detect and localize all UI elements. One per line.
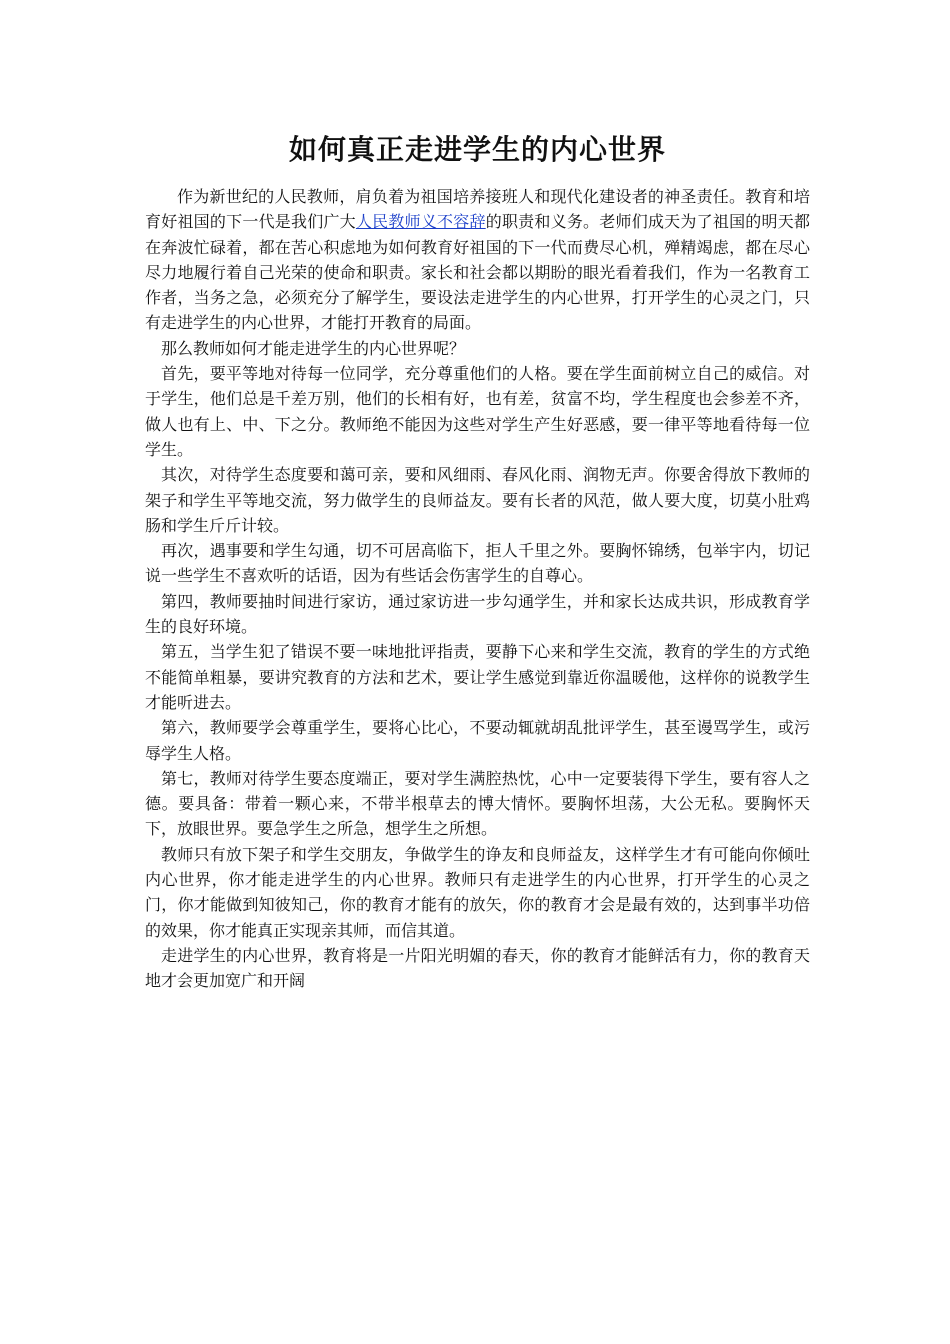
intro-text-before-link: 作为新世纪的人民教师，肩负着为祖国培养接班人和现代化建设者的神圣责任。教育和培育好祖国的下一代是我们广大 [145, 187, 810, 232]
paragraph-second-point: 其次，对待学生态度要和蔼可亲，要和风细雨、春风化雨、润物无声。你要舍得放下教师的架子和学生平等地交流，努力做学生的良师益友。要有长者的风范，做人要大度，切莫小肚鸡肠和学生斤斤计较。 [145, 465, 810, 535]
inline-link[interactable]: 人民教师义不容辞 [355, 212, 486, 232]
document-title: 如何真正走进学生的内心世界 [288, 133, 666, 166]
paragraph-question: 那么教师如何才能走进学生的内心世界呢？ [161, 338, 466, 358]
intro-text-after-link: 的职责和义务。老师们成天为了祖国的明天都在奔波忙碌着，都在苦心积虑地为如何教育好祖国的下一代而费尽心机，殚精竭虑，都在尽心尽力地履行着自己光荣的使命和职责。家长和社会都以期盼的眼光看着我们，作为一名教育工作者，当务之急，必须充分了解学生，要设法走进学生的内心世界，打开学生的心灵之门，只有走进学生的内心世界，才能打开教育的局面。 [145, 212, 810, 333]
paragraph-summary: 教师只有放下架子和学生交朋友，争做学生的诤友和良师益友，这样学生才有可能向你倾吐内心世界，你才能走进学生的内心世界。教师只有走进学生的内心世界，打开学生的心灵之门，你才能做到知彼知己，你的教育才能有的放矢，你的教育才会是最有效的，达到事半功倍的效果，你才能真正实现亲其师，而信其道。 [145, 844, 810, 940]
document-body [145, 184, 810, 994]
paragraph-fifth-point: 第五，当学生犯了错误不要一味地批评指责，要静下心来和学生交流，教育的学生的方式绝不能简单粗暴，要讲究教育的方法和艺术，要让学生感觉到靠近你温暖他，这样你的说教学生才能听进去。 [145, 642, 810, 712]
paragraph-first-point: 首先，要平等地对待每一位同学，充分尊重他们的人格。要在学生面前树立自己的威信。对于学生，他们总是千差万别，他们的长相有好，也有差，贫富不均，学生程度也会参差不齐，做人也有上、中、下之分。教师绝不能因为这些对学生产生好恶感，要一律平等地看待每一位学生。 [145, 364, 810, 459]
paragraph-third-point: 再次，遇事要和学生勾通，切不可居高临下，拒人千里之外。要胸怀锦绣，包举宇内，切记说一些学生不喜欢听的话语，因为有些话会伤害学生的自尊心。 [145, 541, 810, 586]
paragraph-conclusion: 走进学生的内心世界，教育将是一片阳光明媚的春天，你的教育才能鲜活有力，你的教育天地才会更加宽广和开阔 [145, 945, 810, 991]
paragraph-fourth-point: 第四，教师要抽时间进行家访，通过家访进一步勾通学生，并和家长达成共识，形成教育学生的良好环境。 [145, 591, 810, 637]
intro-paragraph [145, 184, 810, 336]
paragraph-sixth-point: 第六，教师要学会尊重学生，要将心比心，不要动辄就胡乱批评学生，甚至谩骂学生，或污辱学生人格。 [145, 718, 810, 763]
paragraph-seventh-point: 第七，教师对待学生要态度端正，要对学生满腔热忱，心中一定要装得下学生，要有容人之德。要具备：带着一颗心来，不带半根草去的博大情怀。要胸怀坦荡，大公无私。要胸怀天下，放眼世界。要急学生之所急，想学生之所想。 [145, 768, 810, 839]
